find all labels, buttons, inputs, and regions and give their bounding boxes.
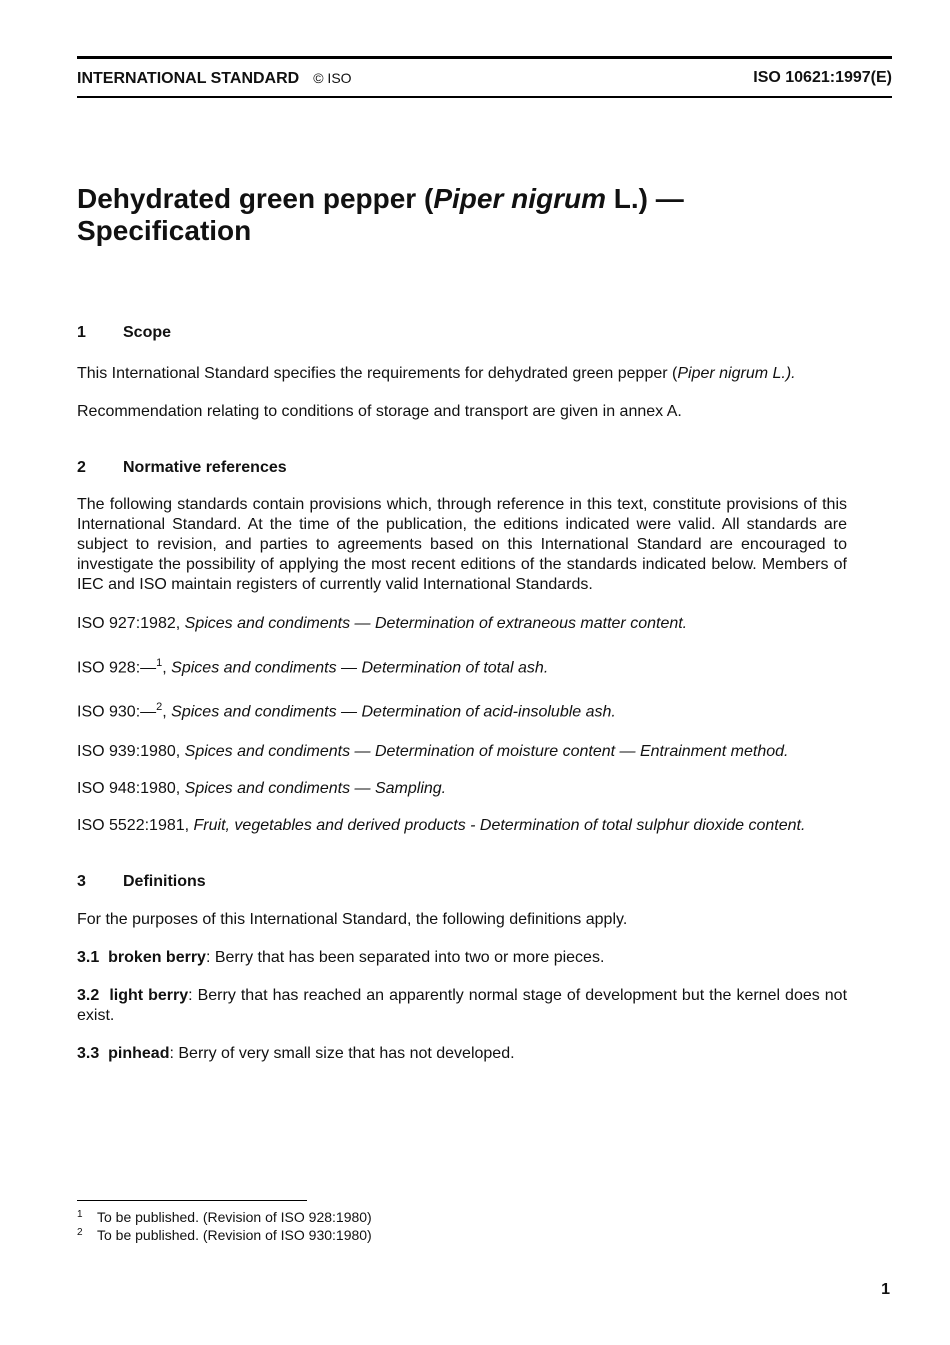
definition-item: 3.3 pinhead: Berry of very small size that has not developed. xyxy=(77,1044,515,1062)
section-heading-definitions: 3 Definitions xyxy=(77,872,206,890)
footnote-divider xyxy=(77,1200,307,1201)
page-number: 1 xyxy=(881,1281,890,1298)
normative-intro: The following standards contain provisions which, through reference in this text, constitute provisions of this International Standard. At the time of the publication, the editions indicated were valid. All standards are subject to revision, and parties to agreements based on this International Standard are encouraged to investigate the possibility of applying the most recent editions of the standards indicated below. Members of IEC and ISO maintain registers of currently valid International Standards. xyxy=(77,496,847,593)
footnote-ref: 1 xyxy=(156,657,163,669)
definition-term: pinhead xyxy=(108,1044,170,1062)
scope-paragraph-1: This International Standard specifies the requirements for dehydrated green pepper (Piper nigrum L.). xyxy=(77,365,796,382)
footnote-1: $^1$ To be published. (Revision of ISO 928:1980) xyxy=(77,1209,372,1226)
reference-item: ISO 5522:1981, Fruit, vegetables and derived products - Determination of total sulphur dioxide content. xyxy=(77,816,806,834)
page-title: Dehydrated green pepper (Piper nigrum L.) — Specification xyxy=(77,183,684,246)
header-top-rule xyxy=(77,56,892,59)
header-bottom-rule xyxy=(77,96,892,98)
footnote-mark: 1 xyxy=(77,1209,83,1220)
reference-item: ISO 928:—$^1$, Spices and condiments — Determination of total ash. xyxy=(77,657,549,677)
reference-item: ISO 930:—$^2$, Spices and condiments — Determination of acid-insoluble ash. xyxy=(77,701,616,721)
section-heading-normative-references: 2 Normative references xyxy=(77,459,287,476)
footnote-ref: 2 xyxy=(156,701,163,714)
definition-term: light berry xyxy=(109,986,189,1004)
title-line2: Specification xyxy=(77,215,252,246)
definition-item: 3.1 broken berry: Berry that has been separated into two or more pieces. xyxy=(77,948,605,966)
definitions-intro: For the purposes of this International Standard, the following definitions apply. xyxy=(77,910,628,928)
title-latin-name: Piper nigrum xyxy=(433,183,607,214)
reference-item: ISO 939:1980, Spices and condiments — Determination of moisture content — Entrainment method. xyxy=(77,742,789,760)
copyright-label: © ISO xyxy=(313,70,352,86)
scope-paragraph-2: Recommendation relating to conditions of storage and transport are given in annex A. xyxy=(77,403,682,420)
header-left xyxy=(77,68,352,89)
footnote-2: $^2$ To be published. (Revision of ISO 930:1980) xyxy=(77,1227,372,1244)
section-heading-scope: 1 Scope xyxy=(77,324,172,341)
document-id: ISO 10621:1997(E) xyxy=(753,69,892,86)
footnote-mark: 2 xyxy=(77,1227,83,1238)
definition-term: broken berry xyxy=(108,948,206,966)
standard-label: INTERNATIONAL STANDARD xyxy=(77,70,300,87)
reference-item: ISO 927:1982, Spices and condiments — Determination of extraneous matter content. xyxy=(77,615,688,632)
reference-item: ISO 948:1980, Spices and condiments — Sampling. xyxy=(77,779,447,797)
definition-item: 3.2 light berry: Berry that has reached an apparently normal stage of development but the kernel does not exist. xyxy=(77,986,848,1024)
document-body xyxy=(77,323,847,1064)
